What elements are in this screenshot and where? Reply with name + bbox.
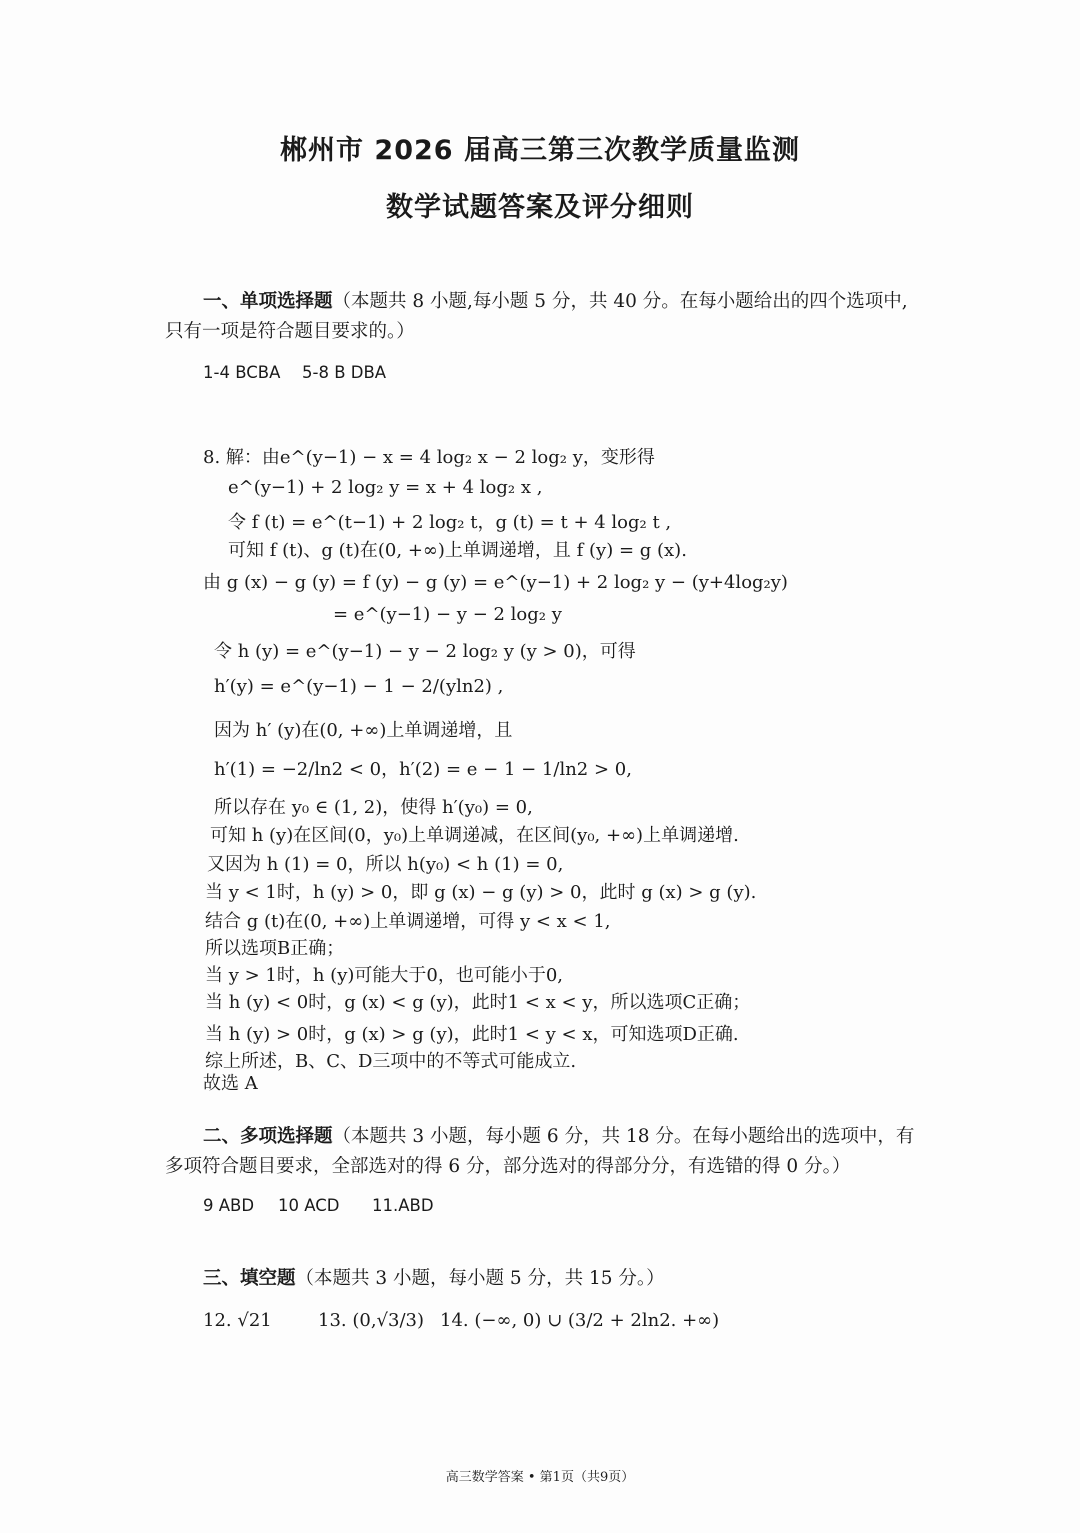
fill-in-answer-14: 14. (−∞, 0) ∪ (3/2 + 2ln2. +∞) [440,1310,720,1331]
fill-in-answer-13: 13. (0,√3/3) [318,1310,425,1331]
solution-line: 令 h (y) = e^(y−1) − y − 2 log₂ y (y > 0)，可得 [214,641,636,662]
solution-line: 所以选项B正确； [205,938,345,959]
section-3-intro [165,1264,925,1294]
section-1-answers-a: 1-4 BCBA [203,363,281,382]
section-1-answers-b: 5-8 B DBA [302,363,387,382]
solution-line: 综上所述，B、C、D三项中的不等式可能成立. [205,1051,577,1072]
solution-line: e^(y−1) + 2 log₂ y = x + 4 log₂ x , [228,477,543,498]
solution-line: 当 y < 1时，h (y) > 0，即 g (x) − g (y) > 0，此时 g (x) > g (y). [205,882,757,903]
section-2-heading: 二、多项选择题 [203,1126,333,1147]
solution-line: 当 h (y) < 0时，g (x) < g (y)，此时1 < x < y，所以选项C正确； [205,992,751,1013]
section-2-answers-b: 10 ACD [278,1196,340,1215]
solution-line: 结合 g (t)在(0, +∞)上单调递增，可得 y < x < 1, [205,911,611,932]
solution-line: 当 h (y) > 0时，g (x) > g (y)，此时1 < y < x，可知选项D正确. [205,1024,739,1045]
section-1-description: （本题共 8 小题,每小题 5 分，共 40 分。在每小题给出的四个选项中,只有一项是符合题目要求的。） [165,291,908,342]
solution-line: h′(y) = e^(y−1) − 1 − 2/(yln2) , [214,676,504,697]
solution-line: h′(1) = −2/ln2 < 0，h′(2) = e − 1 − 1/ln2 > 0, [214,759,632,780]
page-subtitle: 数学试题答案及评分细则 [386,192,694,223]
section-2-description: （本题共 3 小题，每小题 6 分，共 18 分。在每小题给出的选项中，有多项符合题目要求，全部选对的得 6 分，部分选对的得部分分，有选错的得 0 分。） [165,1126,915,1177]
section-3-heading: 三、填空题 [203,1268,296,1289]
page-title: 郴州市 2026 届高三第三次教学质量监测 [280,135,800,166]
solution-line: 可知 h (y)在区间(0，y₀)上单调递减，在区间(y₀, +∞)上单调递增. [210,825,739,846]
solution-line: 令 f (t) = e^(t−1) + 2 log₂ t，g (t) = t + 4 log₂ t , [228,512,672,533]
solution-line: 由 g (x) − g (y) = f (y) − g (y) = e^(y−1) + 2 log₂ y − (y+4log₂y) [203,572,788,593]
section-3-description: （本题共 3 小题，每小题 5 分，共 15 分。） [295,1268,665,1289]
solution-line: = e^(y−1) − y − 2 log₂ y [333,604,562,625]
section-2-intro [165,1122,925,1182]
fill-in-answer-12: 12. √21 [203,1310,272,1331]
section-2-answers-a: 9 ABD [203,1196,255,1215]
solution-line: 又因为 h (1) = 0，所以 h(y₀) < h (1) = 0, [207,854,564,875]
section-1-heading: 一、单项选择题 [203,291,333,312]
section-1-intro [165,287,925,347]
section-2-answers-c: 11.ABD [372,1196,434,1215]
solution-line: 因为 h′ (y)在(0, +∞)上单调递增，且 [214,720,513,741]
solution-line: 所以存在 y₀ ∈ (1, 2)，使得 h′(y₀) = 0, [214,797,533,818]
solution-line: 故选 A [203,1073,258,1094]
solution-line: 8. 解：由e^(y−1) − x = 4 log₂ x − 2 log₂ y，变形得 [203,447,655,468]
page-footer: 高三数学答案 • 第1页（共9页） [445,1470,635,1485]
solution-line: 当 y > 1时，h (y)可能大于0，也可能小于0, [205,965,564,986]
solution-line: 可知 f (t)、g (t)在(0, +∞)上单调递增，且 f (y) = g (x). [228,540,687,561]
